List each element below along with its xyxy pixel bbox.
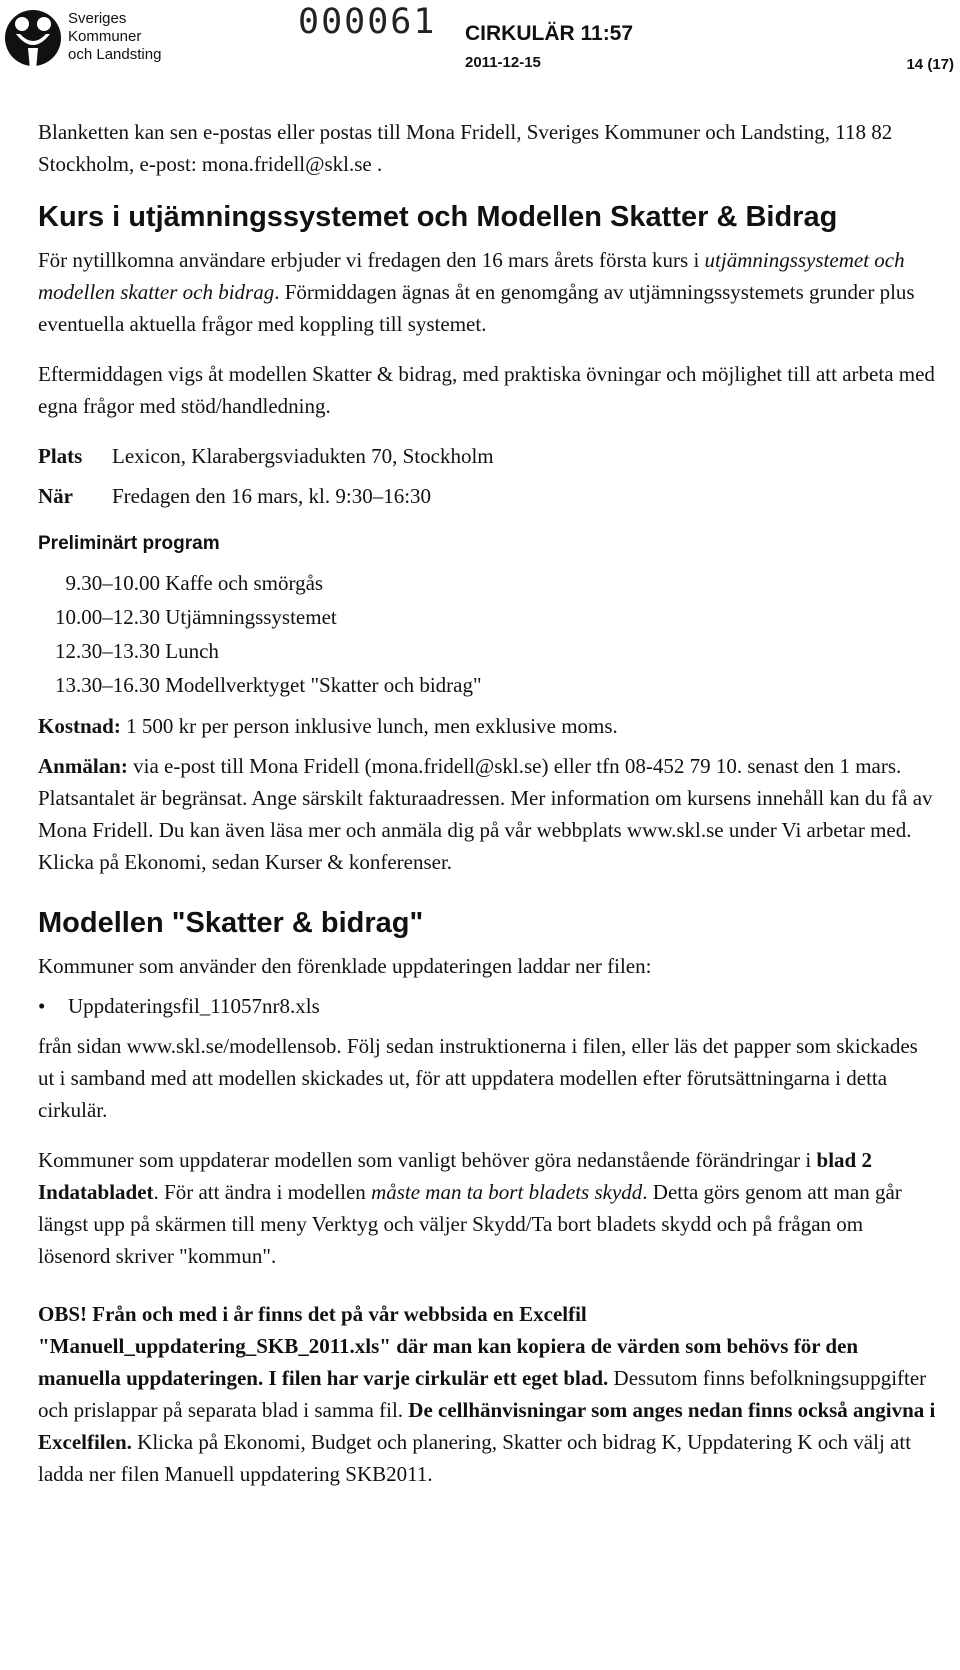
course-p1-text-a: För nytillkomna användare erbjuder vi fredagen den 16 mars årets första kurs i	[38, 248, 705, 272]
cost-label: Kostnad:	[38, 714, 121, 738]
course-heading: Kurs i utjämningssystemet och Modellen Skatter & Bidrag	[38, 201, 838, 233]
model-p3-bold: blad 2 Indatabladet	[38, 1148, 872, 1204]
circular-date: 2011-12-15	[465, 54, 541, 71]
circular-number: CIRKULÄR 11:57	[465, 22, 634, 45]
program-activity: Utjämningssystemet	[165, 605, 337, 629]
model-p3-text-a: Kommuner som uppdaterar modellen som vanligt behöver göra nedanstående förändringar i	[38, 1148, 817, 1172]
document-body	[38, 116, 938, 1490]
course-p1-italic: utjämningssystemet och modellen skatter och bidrag	[38, 248, 905, 304]
program-heading: Preliminärt program	[38, 533, 220, 554]
signup-paragraph	[38, 750, 938, 878]
cost-paragraph	[38, 710, 938, 742]
model-paragraph-3	[38, 1144, 938, 1272]
program-activity: Modellverktyget "Skatter och bidrag"	[165, 673, 482, 697]
org-line-3: och Landsting	[68, 46, 162, 63]
cost-value: 1 500 kr per person inklusive lunch, men exklusive moms.	[120, 714, 618, 738]
skl-logo-icon	[2, 4, 64, 74]
obs-bold-2: De cellhänvisningar som anges nedan finns också angivna i Excelfilen.	[38, 1398, 936, 1454]
when-row	[38, 480, 938, 512]
program-time: 9.30–10.00	[65, 571, 160, 595]
program-item	[52, 668, 938, 702]
place-row	[38, 440, 938, 472]
model-paragraph-2: från sidan www.skl.se/modellensob. Följ sedan instruktionerna i filen, eller läs det papper som skickades ut i samband med att modellen skickades ut, för att uppdatera modellen efter förutsättningarna i detta cirkulär.	[38, 1034, 918, 1122]
obs-text-2: Klicka på Ekonomi, Budget och planering, Skatter och bidrag K, Uppdatering K och välj att ladda ner filen Manuell uppdatering SKB2011.	[38, 1430, 912, 1486]
program-list	[52, 566, 938, 702]
program-activity: Kaffe och smörgås	[165, 571, 324, 595]
model-p3-text-c: . Detta görs genom att man går längst upp på skärmen till meny Verktyg och väljer Skydd/Ta bort bladets skydd och på frågan om lösenord skriver "kommun".	[38, 1180, 902, 1268]
stamp-number: 000061	[298, 2, 437, 42]
model-heading: Modellen "Skatter & bidrag"	[38, 907, 424, 939]
intro-paragraph: Blanketten kan sen e-postas eller postas till Mona Fridell, Sveriges Kommuner och Landsting, 118 82 Stockholm, e-post: mona.fridell@skl.se .	[38, 120, 893, 176]
program-time: 13.30–16.30	[55, 673, 160, 697]
page-number: 14 (17)	[906, 56, 954, 73]
model-paragraph-1: Kommuner som använder den förenklade uppdateringen laddar ner filen:	[38, 954, 652, 978]
place-value: Lexicon, Klarabergsviadukten 70, Stockholm	[112, 444, 494, 468]
program-item	[52, 600, 938, 634]
place-label: Plats	[38, 444, 83, 468]
obs-text-1: Dessutom finns befolkningsuppgifter och prislappar på separata blad i samma fil.	[38, 1366, 927, 1422]
when-label: När	[38, 484, 73, 508]
model-p3-text-b: . För att ändra i modellen	[153, 1180, 372, 1204]
course-p1-text-b: . Förmiddagen ägnas åt en genomgång av utjämningssystemets grunder plus eventuella aktuella frågor med koppling till systemet.	[38, 280, 915, 336]
file-bullet	[38, 990, 938, 1022]
signup-value: via e-post till Mona Fridell (mona.fridell@skl.se) eller tfn 08-452 79 10. senast den 1 mars. Platsantalet är begränsat. Ange särskilt fakturaadressen. Mer information om kursens innehåll kan du få av Mona Fridell. Du kan även läsa mer och anmäla dig på vår webbplats www.skl.se under Vi arbetar med. Klicka på Ekonomi, sedan Kurser & konferenser.	[38, 754, 933, 874]
obs-bold-1: OBS! Från och med i år finns det på vår webbsida en Excelfil "Manuell_uppdatering_SKB_2011.xls" där man kan kopiera de värden som behövs för den manuella uppdateringen. I filen har varje cirkulär ett eget blad.	[38, 1302, 859, 1390]
course-paragraph-2: Eftermiddagen vigs åt modellen Skatter & bidrag, med praktiska övningar och möjlighet till att arbeta med egna frågor med stöd/handledning.	[38, 362, 935, 418]
organization-name	[68, 10, 161, 64]
obs-paragraph	[38, 1298, 938, 1490]
signup-label: Anmälan:	[38, 754, 128, 778]
page-header	[0, 0, 960, 90]
program-item	[52, 566, 938, 600]
program-time: 12.30–13.30	[55, 639, 160, 663]
bullet-file-name: Uppdateringsfil_11057nr8.xls	[68, 994, 320, 1018]
when-value: Fredagen den 16 mars, kl. 9:30–16:30	[112, 484, 432, 508]
org-line-2: Kommuner	[68, 28, 142, 45]
course-paragraph-1	[38, 244, 938, 340]
program-activity: Lunch	[165, 639, 219, 663]
program-time: 10.00–12.30	[55, 605, 160, 629]
model-p3-italic: måste man ta bort bladets skydd	[371, 1180, 643, 1204]
program-item	[52, 634, 938, 668]
org-line-1: Sveriges	[68, 10, 127, 27]
bullet-icon: •	[38, 994, 46, 1018]
